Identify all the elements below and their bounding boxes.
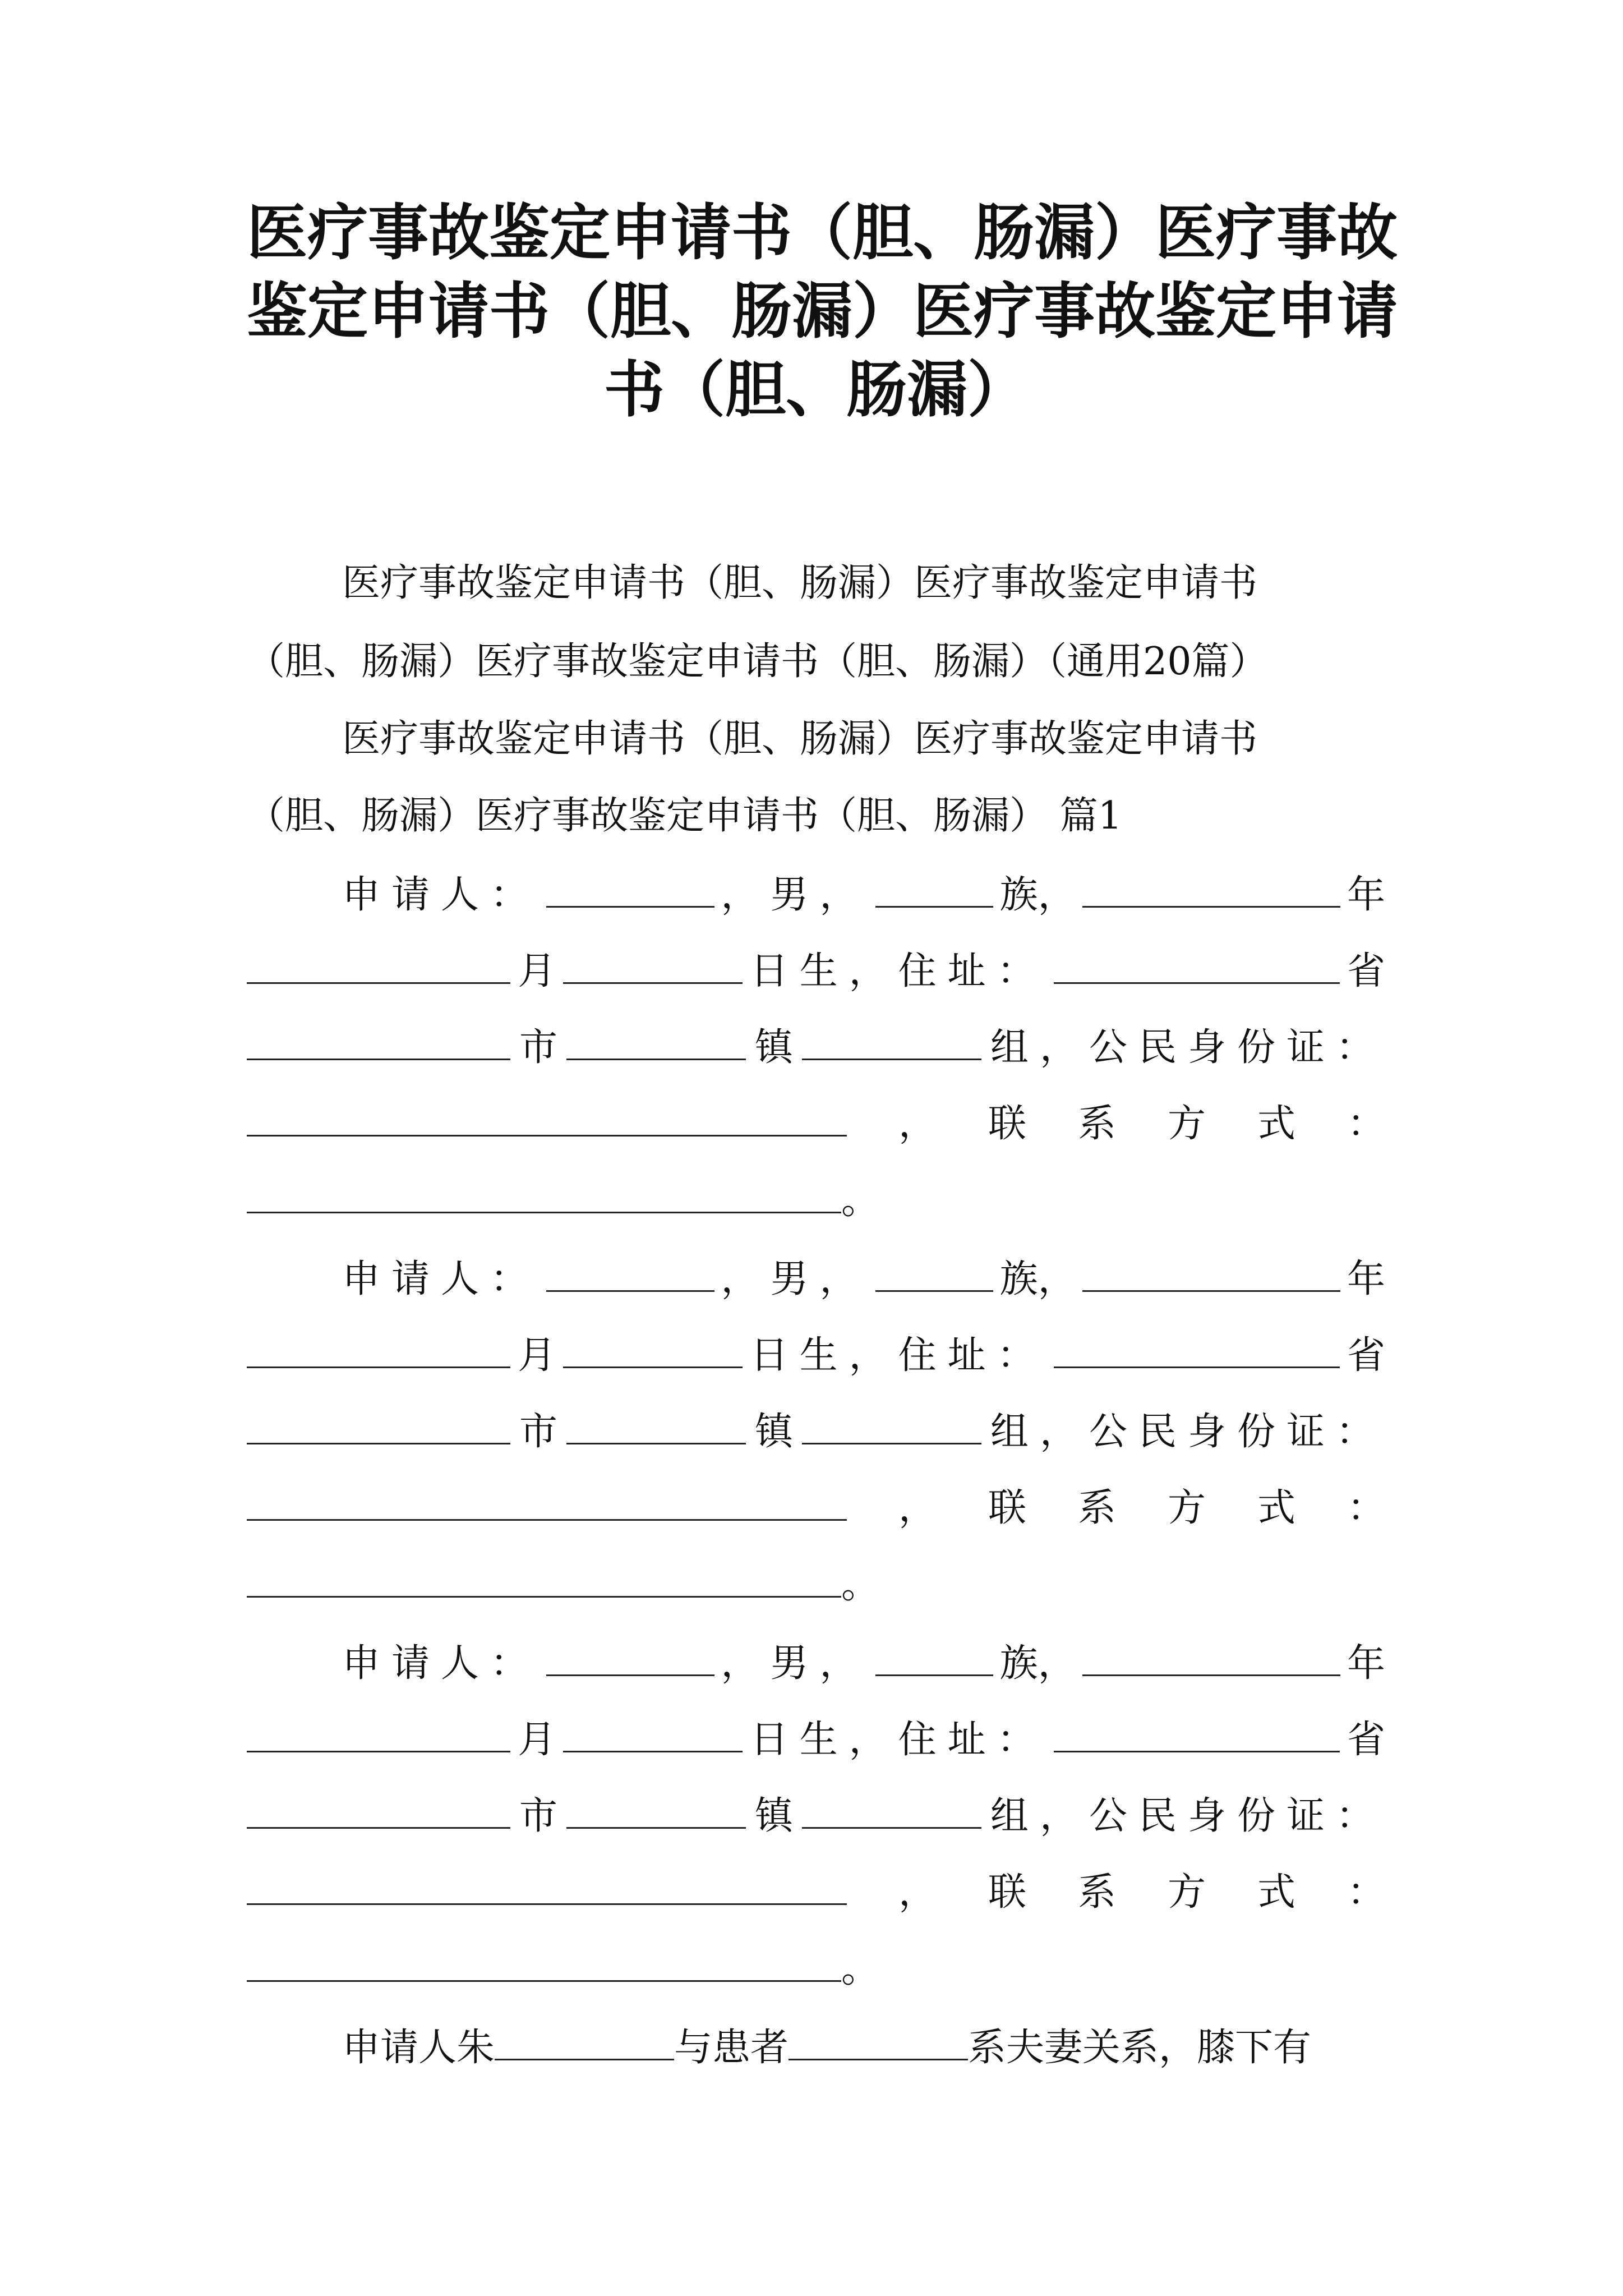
birth-address-label: 日生，住址：: [750, 1718, 1046, 1762]
town-label: 镇: [754, 1794, 793, 1838]
year-label: 年: [1347, 873, 1385, 917]
contact-char-4: 式: [1257, 1870, 1295, 1915]
applicant-line-5: [247, 1562, 879, 1607]
applicant-line-4: [247, 1870, 1385, 1915]
contact-char-1: 联: [988, 1870, 1026, 1915]
applicant-line-5: [247, 1178, 879, 1223]
applicant-line-4: [247, 1485, 1385, 1530]
town-label: 镇: [754, 1410, 793, 1454]
contact-char-5: ：: [1347, 1486, 1385, 1530]
town-blank: [566, 1793, 746, 1829]
name-blank: [546, 872, 714, 908]
ethnic-blank: [875, 872, 993, 908]
province-label: 省: [1347, 1718, 1385, 1762]
applicant-line-5: [247, 1947, 879, 1991]
applicant-label: 申请人：: [342, 1257, 540, 1301]
comma: ，: [898, 1102, 937, 1146]
group-id-label: 组，公民身份证：: [990, 1794, 1385, 1838]
city-blank: [247, 1025, 510, 1060]
city-label: 市: [519, 1410, 557, 1454]
month-label: 月: [518, 949, 556, 993]
birth-address-label: 日生，住址：: [750, 1333, 1046, 1378]
ethnic-label: 族，: [999, 1257, 1076, 1301]
comma: ，: [898, 1486, 937, 1530]
day-blank: [563, 949, 743, 984]
intro-line-2: （胆、肠漏）医疗事故鉴定申请书（胆、肠漏）（通用20篇）: [247, 639, 1268, 684]
applicant-block: [247, 872, 1385, 1254]
applicant-line-4: [247, 1101, 1385, 1146]
intro-line-4: （胆、肠漏）医疗事故鉴定申请书（胆、肠漏） 篇1: [247, 794, 1122, 838]
period: 。: [841, 1947, 880, 1991]
ethnic-label: 族，: [999, 1641, 1076, 1686]
contact-char-4: 式: [1257, 1486, 1295, 1530]
applicant-label: 申请人：: [342, 873, 540, 917]
male-label: ，男，: [721, 873, 869, 917]
day-blank: [563, 1717, 743, 1752]
year-blank: [1082, 1257, 1340, 1292]
contact-char-1: 联: [988, 1102, 1026, 1146]
contact-char-5: ：: [1347, 1102, 1385, 1146]
group-blank: [802, 1409, 981, 1444]
title-line-1: 医疗事故鉴定申请书（胆、肠漏）医疗事故: [247, 197, 1398, 268]
group-blank: [802, 1025, 981, 1060]
applicant-line-2: [247, 949, 1385, 993]
contact-blank: [247, 1947, 841, 1982]
contact-char-2: 系: [1077, 1102, 1116, 1146]
contact-blank: [247, 1562, 841, 1598]
month-blank: [247, 949, 510, 984]
id-number-blank: [247, 1485, 847, 1521]
contact-char-3: 方: [1167, 1870, 1206, 1915]
city-label: 市: [519, 1025, 557, 1070]
intro-line-1: 医疗事故鉴定申请书（胆、肠漏）医疗事故鉴定申请书: [342, 561, 1258, 605]
male-label: ，男，: [721, 1257, 869, 1301]
patient-blank: [789, 2025, 968, 2060]
contact-char-4: 式: [1257, 1102, 1295, 1146]
applicant-line-1: [342, 872, 1385, 917]
period: 。: [841, 1563, 880, 1607]
applicant-line-3: [247, 1025, 1385, 1070]
contact-char-2: 系: [1077, 1870, 1116, 1915]
year-blank: [1082, 1641, 1340, 1676]
relation-text-c: 系夫妻关系，膝下有: [968, 2026, 1312, 2070]
relation-text-b: 与患者: [674, 2026, 789, 2070]
year-blank: [1082, 872, 1340, 908]
id-number-blank: [247, 1870, 847, 1905]
intro-line-3: 医疗事故鉴定申请书（胆、肠漏）医疗事故鉴定申请书: [342, 717, 1258, 761]
city-label: 市: [519, 1794, 557, 1838]
month-label: 月: [518, 1333, 556, 1378]
birth-address-label: 日生，住址：: [750, 949, 1046, 993]
relation-paragraph: [247, 2025, 1385, 2081]
name-blank: [546, 1641, 714, 1676]
city-blank: [247, 1793, 510, 1829]
applicant-line-3: [247, 1793, 1385, 1838]
month-label: 月: [518, 1718, 556, 1762]
applicant-block: [247, 1257, 1385, 1638]
ethnic-blank: [875, 1257, 993, 1292]
city-blank: [247, 1409, 510, 1444]
province-label: 省: [1347, 1333, 1385, 1378]
town-blank: [566, 1409, 746, 1444]
province-blank: [1054, 1333, 1340, 1368]
town-label: 镇: [754, 1025, 793, 1070]
ethnic-blank: [875, 1641, 993, 1676]
contact-char-2: 系: [1077, 1486, 1116, 1530]
relation-line: [342, 2025, 1311, 2070]
group-id-label: 组，公民身份证：: [990, 1025, 1385, 1070]
title-line-2: 鉴定申请书（胆、肠漏）医疗事故鉴定申请: [247, 276, 1398, 347]
applicant-line-3: [247, 1409, 1385, 1454]
contact-char-3: 方: [1167, 1486, 1206, 1530]
contact-char-3: 方: [1167, 1102, 1206, 1146]
month-blank: [247, 1333, 510, 1368]
province-blank: [1054, 949, 1340, 984]
group-blank: [802, 1793, 981, 1829]
spouse-blank: [495, 2025, 674, 2060]
town-blank: [566, 1025, 746, 1060]
applicant-line-2: [247, 1717, 1385, 1762]
province-blank: [1054, 1717, 1340, 1752]
name-blank: [546, 1257, 714, 1292]
ethnic-label: 族，: [999, 873, 1076, 917]
period: 。: [841, 1179, 880, 1223]
province-label: 省: [1347, 949, 1385, 993]
applicant-line-2: [247, 1333, 1385, 1378]
comma: ，: [898, 1870, 937, 1915]
applicant-line-1: [342, 1641, 1385, 1686]
title-line-3: 书（胆、肠漏）: [603, 355, 1028, 425]
month-blank: [247, 1717, 510, 1752]
group-id-label: 组，公民身份证：: [990, 1410, 1385, 1454]
day-blank: [563, 1333, 743, 1368]
male-label: ，男，: [721, 1641, 869, 1686]
applicant-label: 申请人：: [342, 1641, 540, 1686]
applicant-block: [247, 1641, 1385, 2022]
year-label: 年: [1347, 1257, 1385, 1301]
year-label: 年: [1347, 1641, 1385, 1686]
applicant-line-1: [342, 1257, 1385, 1301]
document-title: [247, 194, 1398, 429]
contact-char-5: ：: [1347, 1870, 1385, 1915]
contact-blank: [247, 1178, 841, 1213]
relation-text-a: 申请人朱: [342, 2026, 495, 2070]
contact-char-1: 联: [988, 1486, 1026, 1530]
id-number-blank: [247, 1101, 847, 1137]
